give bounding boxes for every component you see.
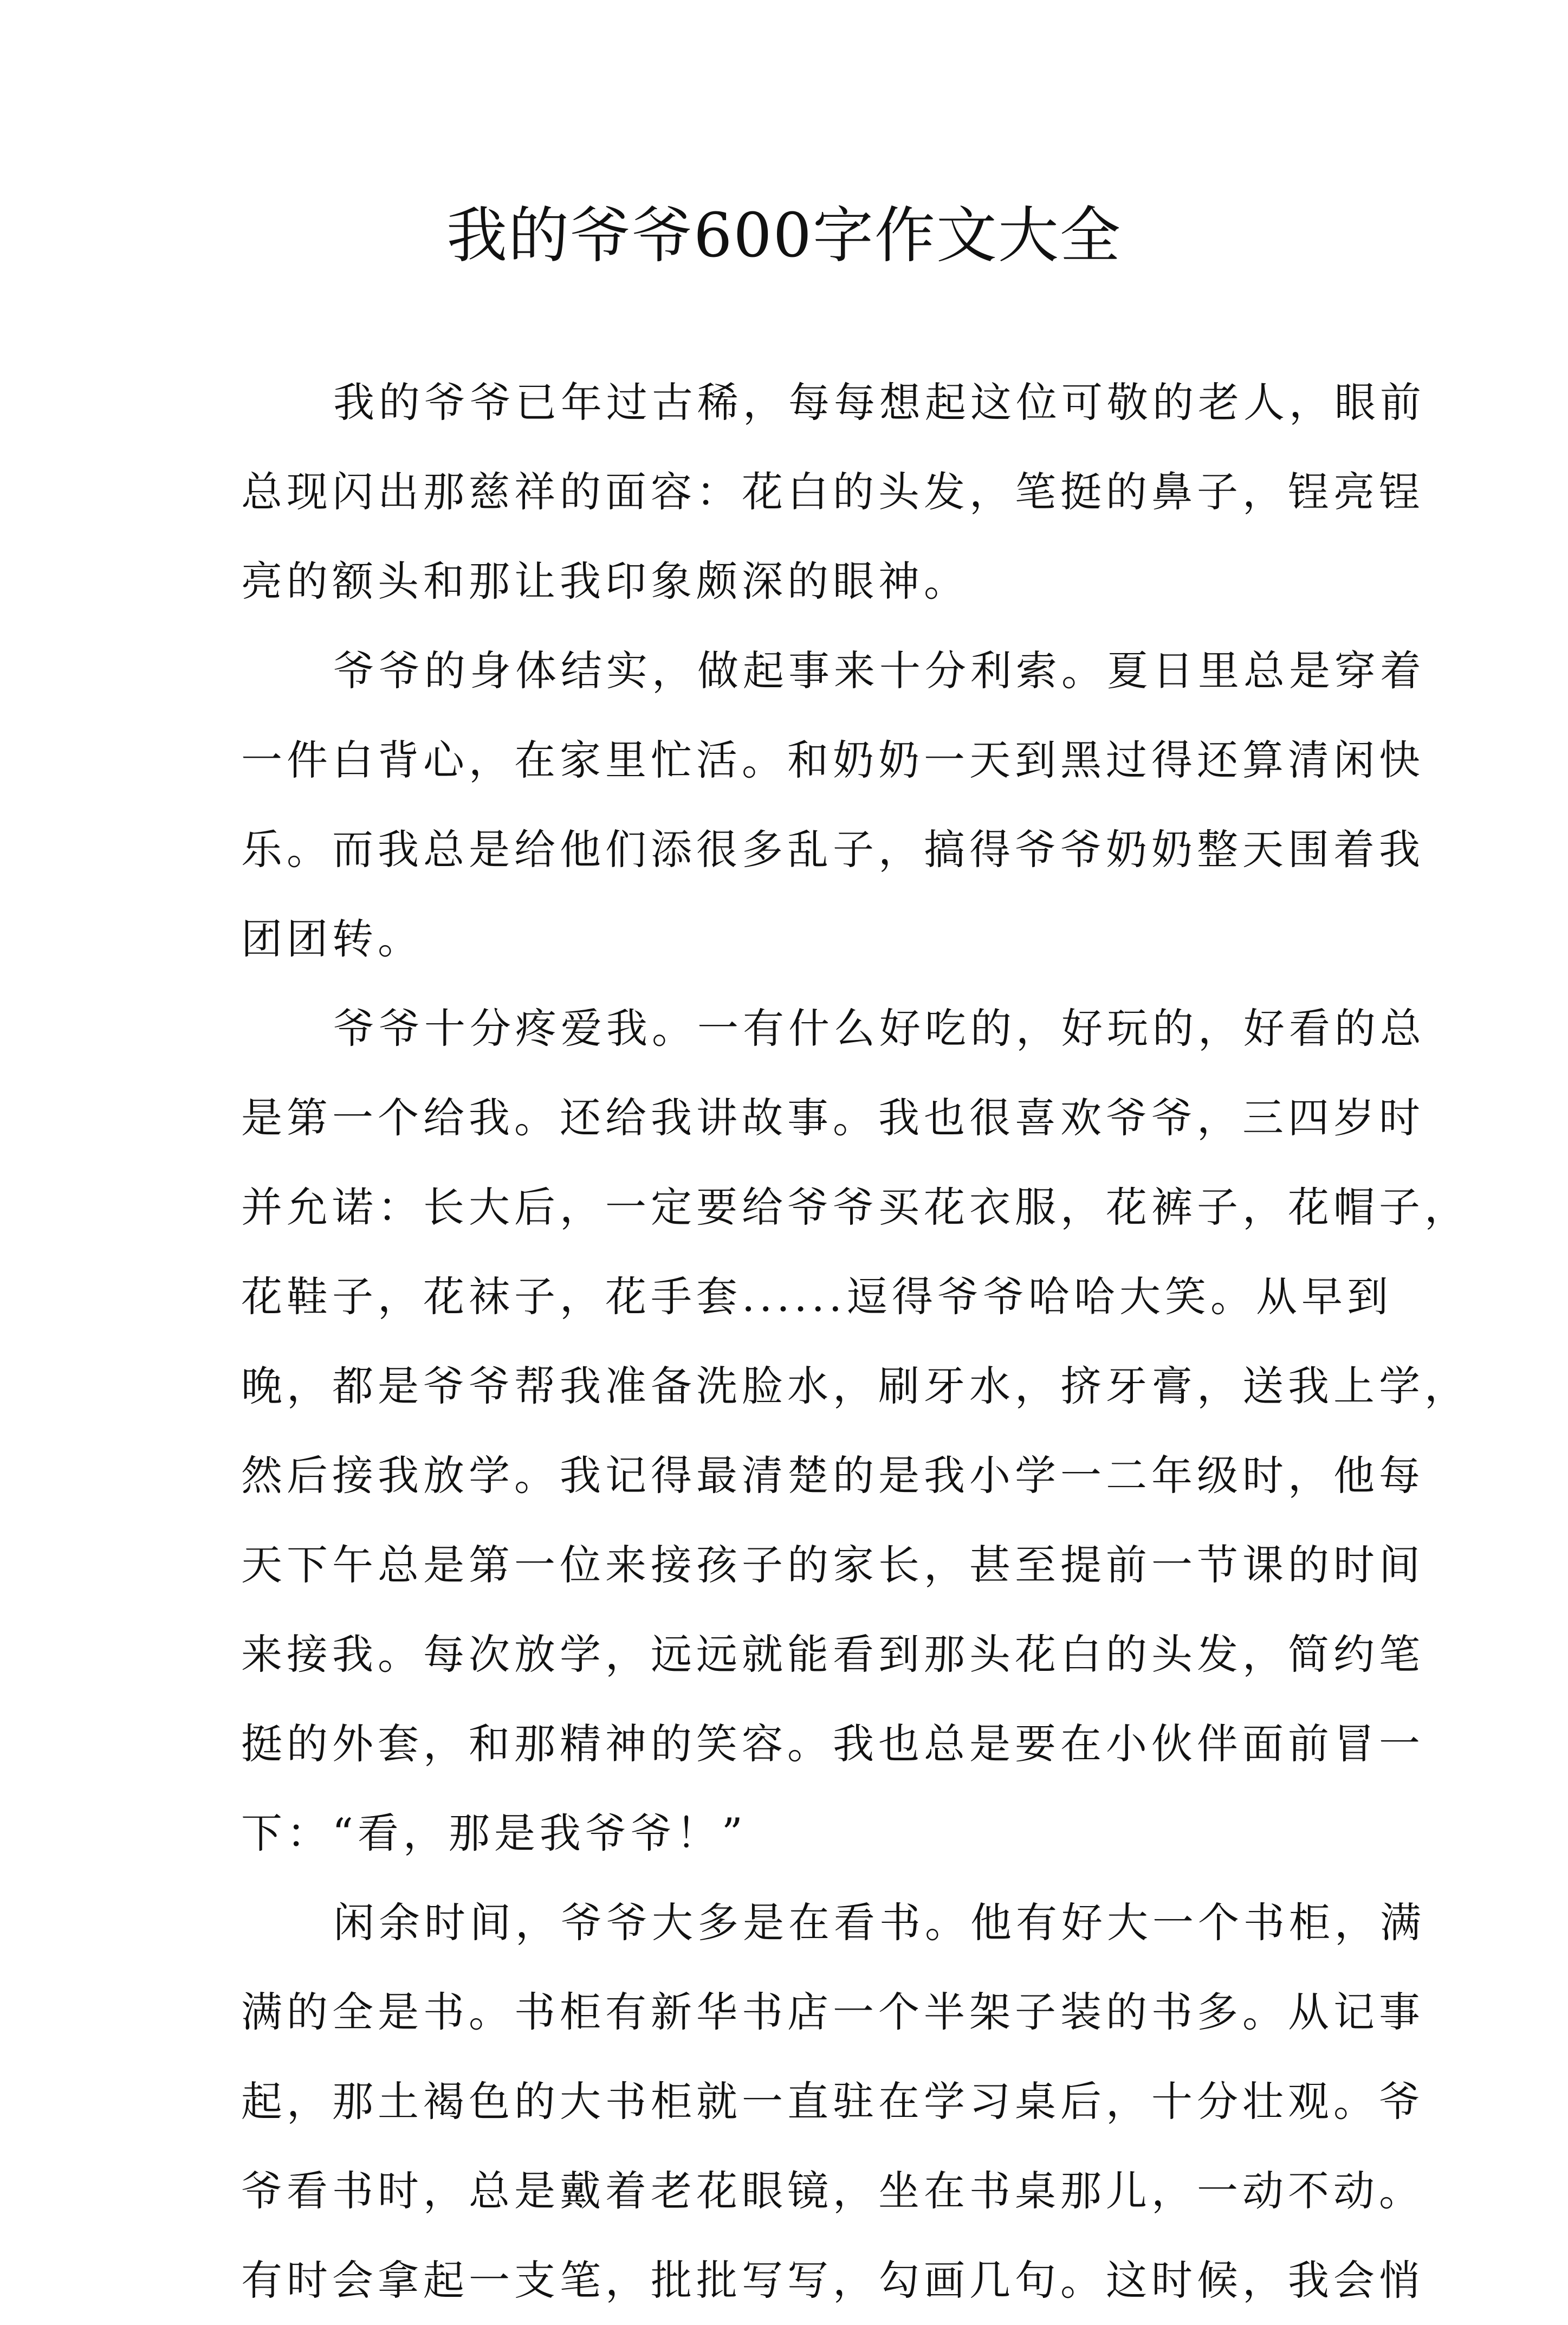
text-line: 并允诺：长大后，一定要给爷爷买花衣服，花裤子，花帽子， <box>241 1183 1470 1231</box>
text-line: 下：“看，那是我爷爷！” <box>241 1809 747 1857</box>
text-line: 爷爷的身体结实，做起事来十分利索。夏日里总是穿着 <box>333 647 1426 695</box>
text-line: 是第一个给我。还给我讲故事。我也很喜欢爷爷，三四岁时 <box>241 1094 1424 1142</box>
text-line: 起，那土褐色的大书柜就一直驻在学习桌后，十分壮观。爷 <box>241 2077 1424 2126</box>
text-line: 花鞋子，花袜子，花手套......逗得爷爷哈哈大笑。从早到 <box>241 1273 1392 1321</box>
text-line: 晚，都是爷爷帮我准备洗脸水，刷牙水，挤牙膏，送我上学， <box>241 1362 1470 1410</box>
text-line: 挺的外套，和那精神的笑容。我也总是要在小伙伴面前冒一 <box>241 1720 1424 1768</box>
text-line: 然后接我放学。我记得最清楚的是我小学一二年级时，他每 <box>241 1451 1424 1500</box>
text-line: 我的爷爷已年过古稀，每每想起这位可敬的老人，眼前 <box>333 378 1426 427</box>
text-line: 天下午总是第一位来接孩子的家长，甚至提前一节课的时间 <box>241 1541 1424 1589</box>
text-line: 总现闪出那慈祥的面容：花白的头发，笔挺的鼻子，锃亮锃 <box>241 468 1424 516</box>
text-line: 亮的额头和那让我印象颇深的眼神。 <box>241 557 969 605</box>
text-line: 有时会拿起一支笔，批批写写，勾画几句。这时候，我会悄 <box>241 2256 1424 2304</box>
text-line: 乐。而我总是给他们添很多乱子，搞得爷爷奶奶整天围着我 <box>241 825 1424 874</box>
text-line: 团团转。 <box>241 915 423 963</box>
text-line: 闲余时间，爷爷大多是在看书。他有好大一个书柜，满 <box>333 1898 1426 1947</box>
text-line: 一件白背心，在家里忙活。和奶奶一天到黑过得还算清闲快 <box>241 736 1424 784</box>
text-line: 爷看书时，总是戴着老花眼镜，坐在书桌那儿，一动不动。 <box>241 2167 1424 2215</box>
text-line: 来接我。每次放学，远远就能看到那头花白的头发，简约笔 <box>241 1630 1424 1678</box>
document-body <box>241 358 1470 2325</box>
document-title: 我的爷爷600字作文大全 <box>446 201 1122 271</box>
text-line: 满的全是书。书柜有新华书店一个半架子装的书多。从记事 <box>241 1988 1424 2036</box>
text-line: 爷爷十分疼爱我。一有什么好吃的，好玩的，好看的总 <box>333 1004 1426 1052</box>
